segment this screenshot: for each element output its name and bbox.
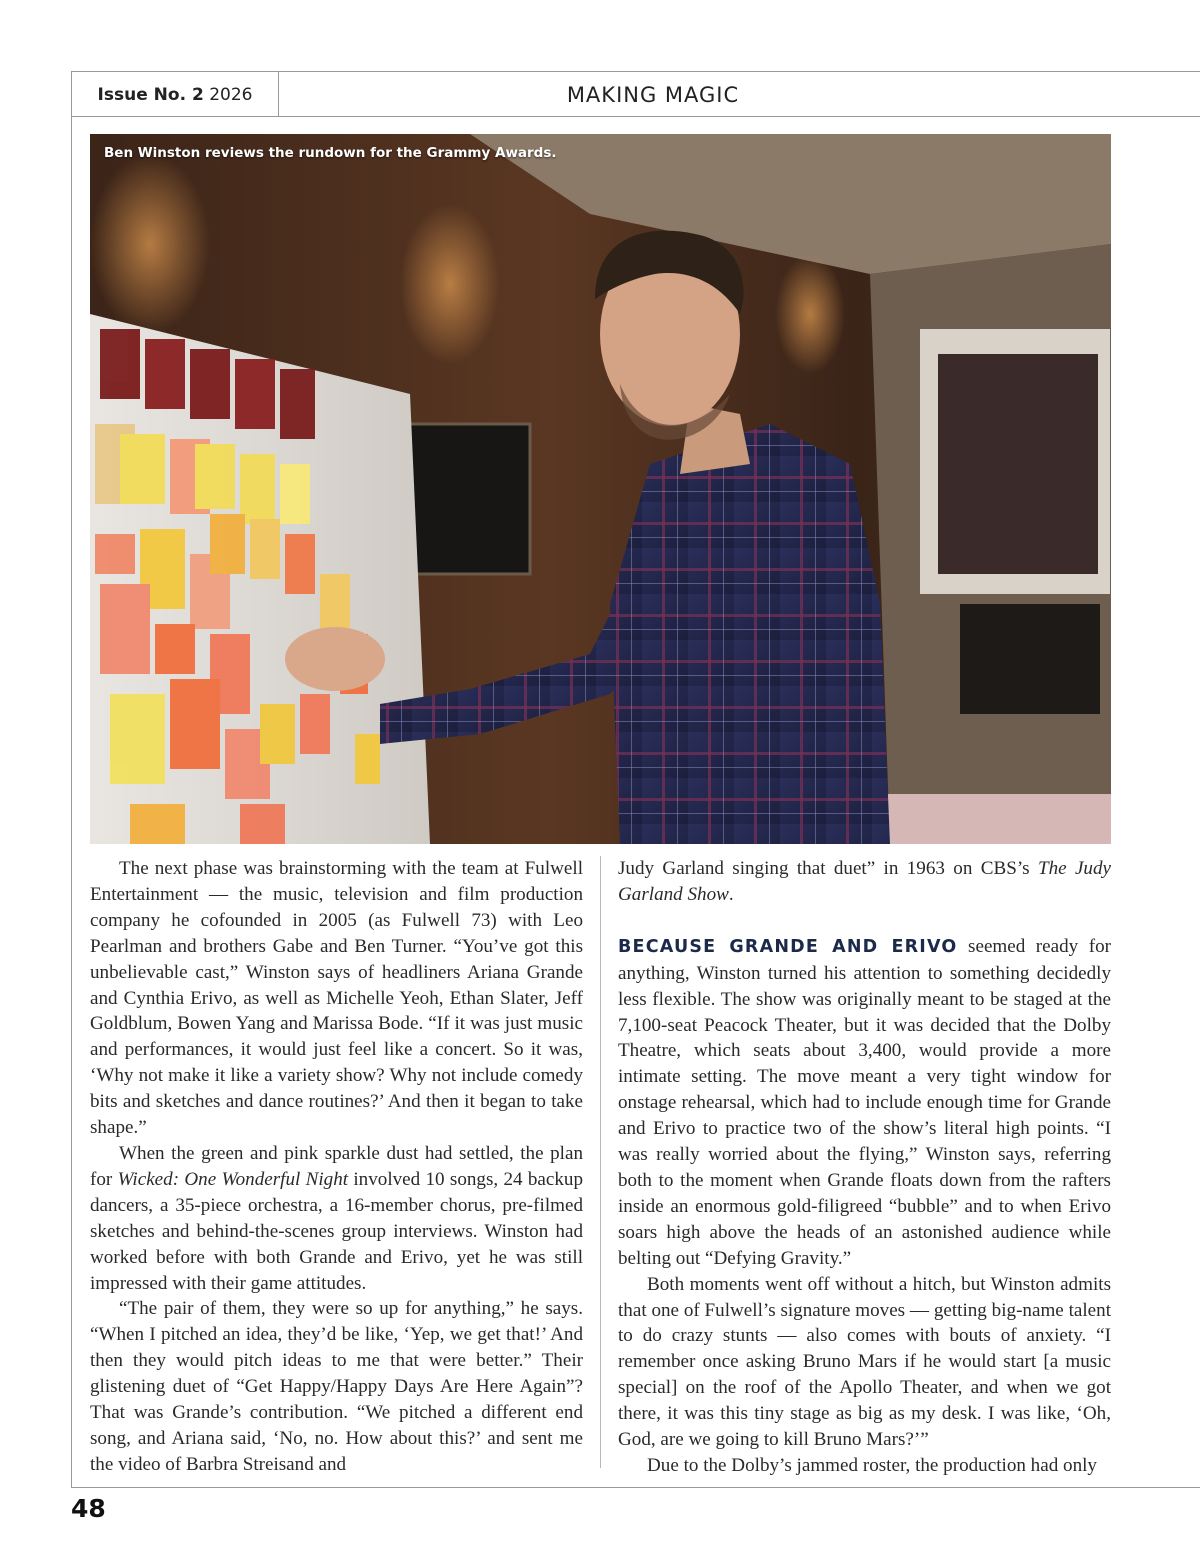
section-lead-in: BECAUSE GRANDE AND ERIVO: [618, 936, 958, 957]
paragraph: BECAUSE GRANDE AND ERIVO seemed ready for anything, Winston turned his attention to something decidedly less flexible. The show was originally meant to be staged at the 7,100-seat Peacock Theater, but it was decided that the Dolby Theatre, which seats about 3,400, would provide a more intimate setting. The move meant a very tight window for onstage rehearsal, which had to include enough time for Grande and Erivo to practice two of the show’s literal high points. “I was really worried about the flying,” Winston says, referring both to the moment when Grande floats down from the rafters inside an enormous gold-filigreed “bubble” and to when Erivo soars high above the heads of an astonished audience while belting out “Defying Gravity.”: [618, 935, 1111, 1269]
paragraph: The next phase was brainstorming with the team at Fulwell Entertainment — the music, television and film production company he cofounded in 2005 (as Fulwell 73) with Leo Pearlman and brothers Gabe and Ben Turner. “You’ve got this unbelievable cast,” Winston says of headliners Ariana Grande and Cynthia Erivo, as well as Michelle Yeoh, Ethan Slater, Jeff Goldblum, Bowen Yang and Marissa Bode. “If it was just music and performances, it would just feel like a concert. So it was, ‘Why not make it like a variety show? Why not include comedy bits and sketches and dance routines?’ And then it began to take shape.”: [90, 858, 583, 1139]
page-number: 48: [71, 1494, 106, 1523]
issue-label: Issue No. 2 2026: [72, 72, 279, 116]
article-column-left: [90, 856, 583, 1478]
paragraph: Judy Garland singing that duet” in 1963 on CBS’s The Judy Garland Show.: [618, 858, 1111, 905]
photo-caption: Ben Winston reviews the rundown for the Grammy Awards.: [104, 145, 557, 161]
paragraph: Both moments went off without a hitch, but Winston admits that one of Fulwell’s signature moves — getting big-name talent to do crazy stunts — also comes with bouts of anxiety. “I remember once asking Bruno Mars if he would start [a music special] on the roof of the Apollo Theater, and when we got there, it was this tiny stage as big as my desk. I was like, ‘Oh, God, are we going to kill Bruno Mars?’”: [618, 1273, 1111, 1451]
page-header: [72, 72, 1200, 117]
article-column-right: [618, 856, 1111, 1479]
photo-icon: [90, 134, 1111, 844]
feature-photo: [90, 134, 1111, 844]
paragraph: “The pair of them, they were so up for anything,” he says. “When I pitched an idea, they’d be like, ‘Yep, we get that!’ And then they would pitch ideas to me that were better.” Their glistening duet of “Get Happy/Happy Days Are Here Again”? That was Grande’s contribution. “We pitched a different end song, and Ariana said, ‘No, no. How about this?’ and sent me the video of Barbra Streisand and: [90, 1298, 583, 1475]
column-divider: [600, 856, 601, 1468]
section-title: MAKING MAGIC: [566, 83, 740, 107]
paragraph: Due to the Dolby’s jammed roster, the production had only: [647, 1454, 1097, 1476]
paragraph: When the green and pink sparkle dust had settled, the plan for Wicked: One Wonderful Night involved 10 songs, 24 backup dancers, a 35-piece orchestra, a 16-member chorus, pre-filmed sketches and behind-the-scenes group interviews. Winston had worked before with both Grande and Erivo, yet he was still impressed with their game attitudes.: [90, 1142, 583, 1294]
